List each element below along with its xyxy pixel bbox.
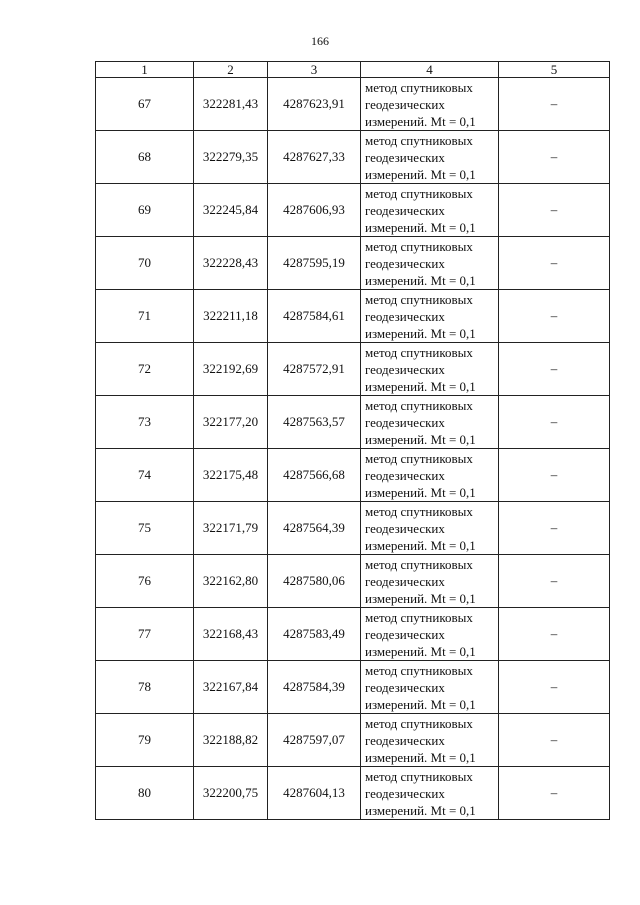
y-coordinate-cell: 4287566,68 (268, 449, 361, 502)
y-coordinate-cell: 4287583,49 (268, 608, 361, 661)
method-line-1: метод спутниковых (365, 715, 473, 731)
table-row (96, 714, 610, 767)
note-cell: – (499, 767, 610, 820)
note-cell: – (499, 290, 610, 343)
note-cell: – (499, 502, 610, 555)
method-cell (361, 502, 499, 555)
method-line-1: метод спутниковых (365, 768, 473, 784)
method-line-1: метод спутниковых (365, 450, 473, 466)
method-line-2: геодезических (365, 785, 445, 801)
table-row (96, 184, 610, 237)
method-line-1: метод спутниковых (365, 291, 473, 307)
method-line-1: метод спутниковых (365, 79, 473, 95)
point-number-cell: 74 (96, 449, 194, 502)
method-cell (361, 131, 499, 184)
table-row (96, 396, 610, 449)
x-coordinate-cell: 322188,82 (194, 714, 268, 767)
method-line-1: метод спутниковых (365, 132, 473, 148)
note-cell: – (499, 237, 610, 290)
column-header-5: 5 (499, 62, 610, 78)
method-cell (361, 449, 499, 502)
x-coordinate-cell: 322200,75 (194, 767, 268, 820)
method-line-2: геодезических (365, 414, 445, 430)
method-line-2: геодезических (365, 202, 445, 218)
method-line-2: геодезических (365, 149, 445, 165)
note-cell: – (499, 608, 610, 661)
method-cell (361, 396, 499, 449)
table-body (96, 78, 610, 820)
point-number-cell: 69 (96, 184, 194, 237)
x-coordinate-cell: 322192,69 (194, 343, 268, 396)
method-cell (361, 661, 499, 714)
point-number-cell: 75 (96, 502, 194, 555)
x-coordinate-cell: 322167,84 (194, 661, 268, 714)
point-number-cell: 78 (96, 661, 194, 714)
column-header-3: 3 (268, 62, 361, 78)
y-coordinate-cell: 4287584,61 (268, 290, 361, 343)
x-coordinate-cell: 322228,43 (194, 237, 268, 290)
point-number-cell: 79 (96, 714, 194, 767)
method-line-3: измерений. Mt = 0,1 (365, 219, 476, 235)
note-cell: – (499, 555, 610, 608)
method-line-3: измерений. Mt = 0,1 (365, 166, 476, 182)
table-row (96, 502, 610, 555)
table-row (96, 449, 610, 502)
point-number-cell: 77 (96, 608, 194, 661)
note-cell: – (499, 78, 610, 131)
method-line-2: геодезических (365, 255, 445, 271)
column-header-4: 4 (361, 62, 499, 78)
method-line-2: геодезических (365, 732, 445, 748)
method-cell (361, 608, 499, 661)
table-row (96, 555, 610, 608)
table-row (96, 78, 610, 131)
method-line-1: метод спутниковых (365, 556, 473, 572)
method-line-1: метод спутниковых (365, 503, 473, 519)
note-cell: – (499, 343, 610, 396)
method-line-2: геодезических (365, 520, 445, 536)
note-cell: – (499, 661, 610, 714)
table-row (96, 767, 610, 820)
y-coordinate-cell: 4287595,19 (268, 237, 361, 290)
y-coordinate-cell: 4287580,06 (268, 555, 361, 608)
method-line-3: измерений. Mt = 0,1 (365, 272, 476, 288)
method-line-1: метод спутниковых (365, 344, 473, 360)
method-cell (361, 290, 499, 343)
point-number-cell: 80 (96, 767, 194, 820)
x-coordinate-cell: 322162,80 (194, 555, 268, 608)
point-number-cell: 70 (96, 237, 194, 290)
y-coordinate-cell: 4287604,13 (268, 767, 361, 820)
x-coordinate-cell: 322175,48 (194, 449, 268, 502)
coordinates-table (95, 61, 610, 820)
y-coordinate-cell: 4287572,91 (268, 343, 361, 396)
y-coordinate-cell: 4287584,39 (268, 661, 361, 714)
y-coordinate-cell: 4287564,39 (268, 502, 361, 555)
table-row (96, 661, 610, 714)
x-coordinate-cell: 322281,43 (194, 78, 268, 131)
method-line-2: геодезических (365, 308, 445, 324)
point-number-cell: 73 (96, 396, 194, 449)
point-number-cell: 71 (96, 290, 194, 343)
method-cell (361, 184, 499, 237)
method-line-3: измерений. Mt = 0,1 (365, 643, 476, 659)
header-row (96, 62, 610, 78)
method-cell (361, 237, 499, 290)
method-line-3: измерений. Mt = 0,1 (365, 802, 476, 818)
point-number-cell: 68 (96, 131, 194, 184)
table-row (96, 343, 610, 396)
method-cell (361, 714, 499, 767)
method-line-3: измерений. Mt = 0,1 (365, 431, 476, 447)
method-line-3: измерений. Mt = 0,1 (365, 378, 476, 394)
column-header-1: 1 (96, 62, 194, 78)
method-line-2: геодезических (365, 467, 445, 483)
x-coordinate-cell: 322279,35 (194, 131, 268, 184)
method-line-1: метод спутниковых (365, 609, 473, 625)
column-header-2: 2 (194, 62, 268, 78)
note-cell: – (499, 184, 610, 237)
y-coordinate-cell: 4287597,07 (268, 714, 361, 767)
x-coordinate-cell: 322168,43 (194, 608, 268, 661)
x-coordinate-cell: 322245,84 (194, 184, 268, 237)
method-line-1: метод спутниковых (365, 662, 473, 678)
table-row (96, 131, 610, 184)
y-coordinate-cell: 4287606,93 (268, 184, 361, 237)
x-coordinate-cell: 322171,79 (194, 502, 268, 555)
method-line-2: геодезических (365, 573, 445, 589)
point-number-cell: 67 (96, 78, 194, 131)
note-cell: – (499, 131, 610, 184)
page-number: 166 (311, 34, 329, 48)
method-line-1: метод спутниковых (365, 238, 473, 254)
method-line-3: измерений. Mt = 0,1 (365, 537, 476, 553)
method-cell (361, 343, 499, 396)
method-line-3: измерений. Mt = 0,1 (365, 325, 476, 341)
y-coordinate-cell: 4287627,33 (268, 131, 361, 184)
y-coordinate-cell: 4287563,57 (268, 396, 361, 449)
method-cell (361, 555, 499, 608)
point-number-cell: 76 (96, 555, 194, 608)
y-coordinate-cell: 4287623,91 (268, 78, 361, 131)
table-row (96, 237, 610, 290)
method-line-2: геодезических (365, 626, 445, 642)
method-line-3: измерений. Mt = 0,1 (365, 590, 476, 606)
table-row (96, 290, 610, 343)
point-number-cell: 72 (96, 343, 194, 396)
method-cell (361, 78, 499, 131)
method-line-3: измерений. Mt = 0,1 (365, 749, 476, 765)
note-cell: – (499, 396, 610, 449)
x-coordinate-cell: 322177,20 (194, 396, 268, 449)
method-line-1: метод спутниковых (365, 397, 473, 413)
note-cell: – (499, 449, 610, 502)
method-line-2: геодезических (365, 361, 445, 377)
table-header (96, 62, 610, 78)
table-row (96, 608, 610, 661)
method-line-3: измерений. Mt = 0,1 (365, 696, 476, 712)
method-line-1: метод спутниковых (365, 185, 473, 201)
method-line-3: измерений. Mt = 0,1 (365, 113, 476, 129)
method-line-2: геодезических (365, 679, 445, 695)
method-line-3: измерений. Mt = 0,1 (365, 484, 476, 500)
note-cell: – (499, 714, 610, 767)
method-cell (361, 767, 499, 820)
method-line-2: геодезических (365, 96, 445, 112)
x-coordinate-cell: 322211,18 (194, 290, 268, 343)
